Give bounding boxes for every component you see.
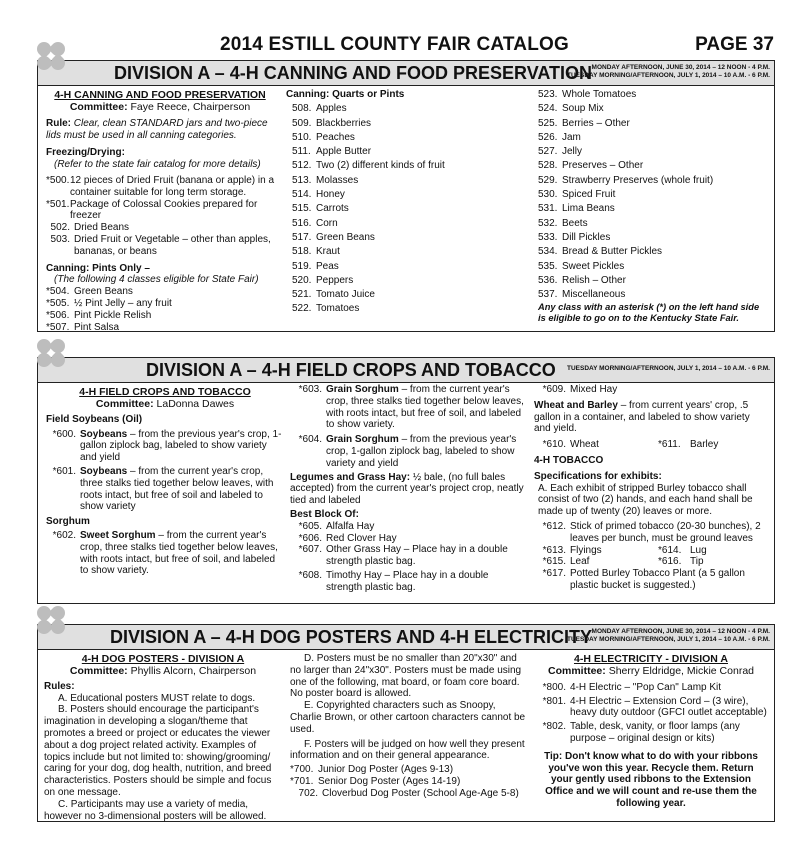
list-item: 531. Lima Beans	[538, 203, 615, 215]
tobacco-row: *613. Flyings *614. Lug	[542, 544, 707, 556]
tobacco-row: *615. Leaf *616. Tip	[542, 556, 704, 568]
list-item: *609. Mixed Hay	[542, 384, 618, 395]
tobacco-heading: 4-H TOBACCO	[534, 454, 604, 466]
division-banner	[38, 358, 774, 383]
rule	[46, 118, 274, 142]
dog-electricity-section	[37, 624, 775, 822]
clover-logo-icon	[36, 338, 66, 368]
committee-name: Faye Reece, Chairperson	[130, 101, 251, 114]
legumes-heading: Legumes and Grass Hay:	[290, 471, 411, 483]
list-item: 513. Molasses	[292, 174, 359, 186]
list-item: 534. Bread & Butter Pickles	[538, 246, 663, 258]
list-item: *606. Red Clover Hay	[298, 532, 397, 544]
division-banner	[38, 625, 774, 650]
list-item: 502. Dried Beans	[50, 222, 130, 234]
field-col-2	[290, 384, 526, 594]
committee-name: LaDonna Dawes	[156, 398, 235, 411]
rule-label: Rule:	[46, 117, 71, 129]
committee-label: Committee:	[69, 101, 128, 114]
field-crops-section	[37, 357, 775, 604]
list-item: *602. Sweet Sorghum – from the current year's crop, three stalks tied together below leaves, with roots intact, but free of soil, and labeled to show variety.	[52, 529, 278, 577]
division-title: DIVISION A – 4-H CANNING AND FOOD PRESERVATION	[114, 63, 593, 83]
field-col-1	[46, 386, 284, 577]
list-item: 518. Kraut	[292, 246, 340, 258]
list-item: *601. Soybeans – from the current year's crop, three stalks tied together below leaves, with roots intact, but free of soil and labeled to show variety	[52, 465, 274, 513]
division-banner	[38, 61, 774, 86]
rules-heading: Rules:	[44, 680, 75, 692]
list-item: 525. Berries – Other	[538, 117, 630, 129]
best-block-heading: Best Block Of:	[290, 508, 359, 520]
list-item: *505. ½ Pint Jelly – any fruit	[46, 297, 172, 309]
list-item: 522. Tomatoes	[292, 303, 360, 315]
clover-logo-icon	[36, 41, 66, 71]
list-item: *504. Green Beans	[46, 286, 133, 298]
specifications-heading: Specifications for exhibits:	[534, 470, 662, 482]
list-item: 535. Sweet Pickles	[538, 260, 625, 272]
sorghum-heading: Sorghum	[46, 516, 90, 528]
rule-c: C. Participants may use a variety of media, however no 3-dimensional posters will be allowed.	[44, 798, 267, 822]
dog-col-2	[290, 653, 526, 800]
specifications-text: A. Each exhibit of stripped Burley tobacco shall consist of two (2) hands, and each hand shall be made up of twenty (20) leaves or more.	[538, 482, 753, 518]
list-item: 527. Jelly	[538, 146, 583, 158]
list-item: *600. Soybeans – from the previous year's crop, 1-gallon ziplock bag, labeled to show variety and yield	[52, 428, 282, 464]
committee-label: Committee:	[69, 665, 128, 678]
section-heading: 4-H ELECTRICITY - DIVISION A	[573, 653, 728, 665]
wheat-heading: Wheat and Barley	[534, 399, 618, 411]
page-header	[0, 34, 810, 56]
list-item: *506. Pint Pickle Relish	[46, 309, 152, 321]
pints-list	[46, 286, 274, 333]
schedule-line: TUESDAY MORNING/AFTERNOON, JULY 1, 2014 – 10 A.M. - 6 P.M.	[566, 365, 770, 372]
division-title: DIVISION A – 4-H FIELD CROPS AND TOBACCO	[146, 360, 556, 380]
legumes-paragraph: Legumes and Grass Hay: ½ bale, (no full bales accepted) from the current year's project crop, neatly tied and labeled	[290, 471, 524, 507]
list-item: *603. Grain Sorghum – from the current year's crop, three stalks tied together below leaves, with roots intact, but free of soil, and labeled to show variety.	[298, 384, 524, 431]
schedule	[567, 365, 770, 373]
pints-heading: Canning: Pints Only –	[46, 262, 150, 274]
schedule-line: TUESDAY MORNING/AFTERNOON, JULY 1, 2014 – 10 A.M. - 6 P.M.	[566, 72, 770, 80]
committee	[46, 398, 284, 410]
list-item: *800. 4-H Electric – "Pop Can" Lamp Kit	[542, 681, 722, 693]
list-item: 530. Spiced Fruit	[538, 189, 616, 201]
ribbon-recycle-tip: Tip: Don't know what to do with your ribbons you've won this year. Recycle them. Return your gently used ribbons to the Extension Office and we will count and re-use them the following year.	[544, 750, 758, 809]
list-item: 529. Strawberry Preserves (whole fruit)	[538, 174, 714, 186]
list-item: 510. Peaches	[292, 131, 355, 143]
list-item: 520. Peppers	[292, 274, 354, 286]
freezing-heading: Freezing/Drying:	[46, 147, 125, 159]
schedule-line: MONDAY AFTERNOON, JUNE 30, 2014 – 12 NOON - 4 P.M.	[591, 64, 770, 71]
rule-text: Clear, clean STANDARD jars and two-piece lids must be used in all canning categories.	[46, 117, 268, 141]
list-item: 511. Apple Butter	[292, 146, 372, 158]
list-item: *604. Grain Sorghum – from the previous year's crop, 1-gallon ziplock bag, labeled to show variety and yield	[298, 434, 517, 469]
asterisk-note: Any class with an asterisk (*) on the left hand side is eligible to go on to the Kentucky State Fair.	[538, 302, 760, 324]
dog-col-1	[44, 653, 282, 822]
schedule-line: TUESDAY MORNING/AFTERNOON, JULY 1, 2014 – 10 A.M. - 6 P.M.	[566, 636, 770, 644]
list-item: 516. Corn	[292, 217, 338, 229]
list-item: *501. Package of Colossal Cookies prepared for freezer	[46, 198, 258, 222]
list-item: *617. Potted Burley Tobacco Plant (a 5 gallon plastic bucket is suggested.)	[542, 568, 745, 591]
list-item: 536. Relish – Other	[538, 274, 626, 286]
list-item: 532. Beets	[538, 217, 588, 229]
list-item: 503. Dried Fruit or Vegetable – other than apples, bananas, or beans	[50, 233, 271, 257]
committee-name: Sherry Eldridge, Mickie Conrad	[608, 665, 754, 678]
list-item: *700. Junior Dog Poster (Ages 9-13)	[290, 764, 454, 776]
field-col-3	[534, 384, 768, 592]
rule-a: A. Educational posters MUST relate to dogs.	[58, 692, 256, 704]
list-item: 517. Green Beans	[292, 231, 375, 243]
committee	[44, 665, 282, 677]
committee-name: Phyllis Alcorn, Chairperson	[130, 665, 257, 678]
rule-f: F. Posters will be judged on how well they present information and on their general appearance.	[290, 738, 525, 762]
list-item: *801. 4-H Electric – Extension Cord – (3 wire), heavy duty outdoor (GFCI outlet acceptable)	[542, 695, 767, 719]
list-item: 523. Whole Tomatoes	[538, 89, 637, 100]
list-item: 519. Peas	[292, 260, 339, 272]
list-item: *802. Table, desk, vanity, or floor lamps (any purpose – original design or kits)	[542, 721, 740, 744]
committee	[46, 101, 274, 113]
schedule	[567, 628, 770, 644]
list-item: 509. Blackberries	[292, 117, 372, 129]
list-item: *607. Other Grass Hay – Place hay in a double strength plastic bag.	[298, 544, 508, 568]
list-item: *608. Timothy Hay – Place hay in a double strength plastic bag.	[298, 569, 489, 593]
committee-label: Committee:	[95, 398, 154, 411]
list-item: *701. Senior Dog Poster (Ages 14-19)	[290, 775, 461, 787]
list-item: *500. 12 pieces of Dried Fruit (banana or apple) in a container suitable for long term storage.	[46, 174, 275, 198]
freezing-note: (Refer to the state fair catalog for more details)	[54, 159, 261, 171]
list-item: 515. Carrots	[292, 203, 349, 215]
canning-col-1	[46, 89, 274, 333]
list-item: *605. Alfalfa Hay	[298, 520, 375, 532]
canning-col-2	[286, 88, 526, 317]
pints-note: (The following 4 classes eligible for State Fair)	[54, 274, 259, 286]
schedule	[567, 64, 770, 80]
quarts-heading: Canning: Quarts or Pints	[286, 89, 405, 100]
list-item: *612. Stick of primed tobacco (20-30 bunches), 2 leaves per bunch, must be ground leaves	[542, 520, 761, 544]
rule-b: B. Posters should encourage the participant's imagination in developing a slogan/theme that promotes a breed or project or educates the viewer about a dog project related activity. Examples of topics include but not limited to: showing/grooming/ caring for your dog, dog health, nutrition, and breed characteristics. Posters should be simple and focus on one message.	[44, 704, 272, 798]
list-item: 526. Jam	[538, 131, 581, 143]
list-item: 521. Tomato Juice	[292, 289, 375, 301]
canning-col-3	[538, 88, 768, 324]
page-number: PAGE 37	[695, 34, 774, 55]
soybeans-heading: Field Soybeans (Oil)	[46, 413, 143, 425]
list-item: 514. Honey	[292, 189, 345, 201]
canning-section	[37, 60, 775, 332]
wheat-barley-row: *610. Wheat *611. Barley	[542, 439, 719, 451]
rule-e: E. Copyrighted characters such as Snoopy, Charlie Brown, or other cartoon characters cannot be used.	[290, 700, 526, 735]
freezing-list	[46, 175, 274, 258]
list-item: 524. Soup Mix	[538, 103, 604, 115]
list-item: 533. Dill Pickles	[538, 231, 611, 243]
more-list	[538, 88, 768, 302]
list-item: 512. Two (2) different kinds of fruit	[292, 160, 445, 172]
list-item: *507. Pint Salsa	[46, 321, 120, 333]
division-title: DIVISION A – 4-H DOG POSTERS AND 4-H ELECTRICITY	[110, 627, 593, 647]
list-item: 508. Apples	[292, 103, 347, 115]
section-heading: 4-H DOG POSTERS - DIVISION A	[81, 653, 245, 665]
electricity-col	[534, 653, 768, 810]
list-item: 702. Cloverbud Dog Poster (School Age-Age 5-8)	[298, 787, 519, 799]
clover-logo-icon	[36, 605, 66, 635]
section-heading: 4-H FIELD CROPS AND TOBACCO	[79, 386, 251, 398]
schedule-line: MONDAY AFTERNOON, JUNE 30, 2014 – 12 NOON - 4 P.M.	[591, 628, 770, 635]
page-title: 2014 ESTILL COUNTY FAIR CATALOG	[220, 34, 569, 55]
section-heading: 4-H CANNING AND FOOD PRESERVATION	[54, 89, 266, 101]
wheat-paragraph: Wheat and Barley – from current years' crop, .5 gallon in a container, and labeled to show variety and yield.	[534, 399, 750, 435]
list-item: 528. Preserves – Other	[538, 160, 644, 172]
rule-d: D. Posters must be no smaller than 20"x30" and no larger than 24"x30". Posters must be made using one of the following, mat board, or foam core board. No poster board is allowed.	[290, 653, 522, 700]
quarts-list	[286, 102, 526, 316]
committee	[534, 665, 768, 677]
committee-label: Committee:	[548, 665, 606, 678]
list-item: 537. Miscellaneous	[538, 289, 626, 301]
